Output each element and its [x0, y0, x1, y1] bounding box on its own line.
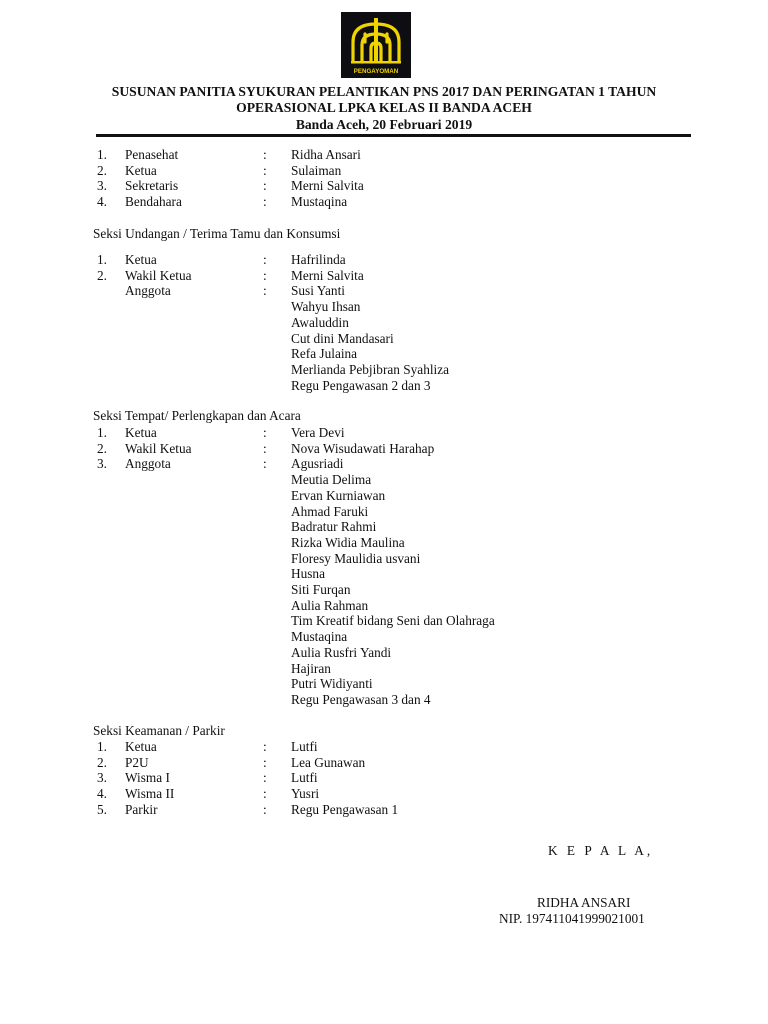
row-name: Siti Furqan: [291, 582, 351, 597]
row-colon: :: [263, 456, 267, 472]
row-name: Floresy Maulidia usvani: [291, 550, 421, 566]
row-name: Regu Pengawasan 2 dan 3: [291, 377, 431, 393]
row-name: Vera Devi: [291, 425, 345, 440]
row-number: 1.: [97, 425, 107, 440]
row-name: Lea Gunawan: [291, 754, 366, 770]
row-name: Ahmad Faruki: [291, 503, 369, 519]
row-colon: :: [263, 440, 267, 456]
doc-title-line1: SUSUNAN PANITIA SYUKURAN PELANTIKAN PNS 2017 DAN PERINGATAN 1 TAHUN: [111, 84, 657, 99]
row-name: Merni Salvita: [291, 267, 364, 283]
row-colon: :: [263, 770, 267, 786]
section-title-tempat: Seksi Tempat/ Perlengkapan dan Acara: [93, 408, 301, 423]
row-colon: :: [263, 194, 267, 210]
logo-text: PENGAYOMAN: [353, 68, 399, 75]
row-role: Wisma I: [125, 770, 170, 786]
row-number: 2.: [97, 162, 107, 178]
row-colon: :: [263, 252, 267, 267]
row-role: Penasehat: [125, 147, 179, 162]
row-number: 3.: [97, 456, 107, 472]
row-colon: :: [263, 162, 267, 178]
row-number: 1.: [97, 739, 107, 754]
row-role: Ketua: [125, 739, 157, 754]
doc-date-line: Banda Aceh, 20 Februari 2019: [295, 117, 473, 132]
row-name: Awaluddin: [291, 314, 349, 330]
row-colon: :: [263, 425, 267, 440]
signature-nip: NIP. 197411041999021001: [499, 911, 645, 926]
row-role: Ketua: [125, 162, 157, 178]
row-role: Anggota: [125, 456, 171, 472]
row-name: Yusri: [291, 786, 320, 802]
row-name: Merni Salvita: [291, 178, 364, 194]
row-name: Hajiran: [291, 660, 331, 676]
row-name: Merlianda Pebjibran Syahliza: [291, 361, 450, 377]
signature-title: K E P A L A,: [548, 843, 654, 858]
row-role: Ketua: [125, 425, 157, 440]
row-name: Mustaqina: [291, 194, 348, 210]
row-role: Wakil Ketua: [125, 267, 192, 283]
row-colon: :: [263, 754, 267, 770]
row-colon: :: [263, 786, 267, 802]
row-number: 4.: [97, 194, 107, 210]
row-number: 5.: [97, 801, 107, 817]
row-number: 1.: [97, 252, 107, 267]
row-name: Refa Julaina: [291, 346, 358, 362]
row-colon: :: [263, 267, 267, 283]
section-title-undangan: Seksi Undangan / Terima Tamu dan Konsumsi: [93, 226, 341, 241]
row-role: Parkir: [125, 801, 158, 817]
signature-name: RIDHA ANSARI: [537, 895, 631, 910]
row-name: Cut dini Mandasari: [291, 330, 394, 346]
row-name: Regu Pengawasan 3 dan 4: [291, 691, 431, 707]
header-divider: [96, 134, 691, 137]
row-name: Putri Widiyanti: [291, 676, 373, 692]
row-name: Susi Yanti: [291, 283, 345, 299]
row-colon: :: [263, 739, 267, 754]
row-number: 2.: [97, 754, 107, 770]
row-colon: :: [263, 283, 267, 299]
row-colon: :: [263, 147, 267, 162]
row-role: Ketua: [125, 252, 157, 267]
row-name: Regu Pengawasan 1: [291, 801, 399, 817]
row-number: 1.: [97, 147, 107, 162]
row-role: P2U: [125, 754, 149, 770]
row-name: Aulia Rahman: [291, 597, 369, 613]
row-name: Agusriadi: [291, 456, 344, 472]
row-name: Ervan Kurniawan: [291, 487, 386, 503]
row-name: Ridha Ansari: [291, 147, 361, 162]
row-name: Lutfi: [291, 770, 318, 786]
row-name: Husna: [291, 566, 325, 582]
row-number: 2.: [97, 440, 107, 456]
row-name: Tim Kreatif bidang Seni dan Olahraga: [291, 613, 495, 629]
row-number: 3.: [97, 770, 107, 786]
row-name: Rizka Widia Maulina: [291, 534, 405, 550]
row-number: 4.: [97, 786, 107, 802]
row-name: Lutfi: [291, 739, 318, 754]
row-number: 3.: [97, 178, 107, 194]
row-name: Nova Wisudawati Harahap: [291, 440, 435, 456]
row-name: Sulaiman: [291, 162, 342, 178]
doc-title-line2: OPERASIONAL LPKA KELAS II BANDA ACEH: [236, 100, 532, 115]
row-role: Bendahara: [125, 194, 182, 210]
row-name: Hafrilinda: [291, 252, 346, 267]
row-name: Meutia Delima: [291, 472, 372, 488]
section-title-keamanan: Seksi Keamanan / Parkir: [93, 723, 225, 738]
row-colon: :: [263, 178, 267, 194]
row-name: Aulia Rusfri Yandi: [291, 644, 392, 660]
row-name: Badratur Rahmi: [291, 519, 377, 535]
row-role: Anggota: [125, 283, 171, 299]
row-name: Wahyu Ihsan: [291, 299, 361, 315]
row-name: Mustaqina: [291, 629, 348, 645]
row-number: 2.: [97, 267, 107, 283]
row-role: Wakil Ketua: [125, 440, 192, 456]
pengayoman-emblem-icon: [341, 12, 411, 78]
row-role: Sekretaris: [125, 178, 179, 194]
row-colon: :: [263, 801, 267, 817]
row-role: Wisma II: [125, 786, 175, 802]
pengayoman-logo: [341, 12, 411, 78]
